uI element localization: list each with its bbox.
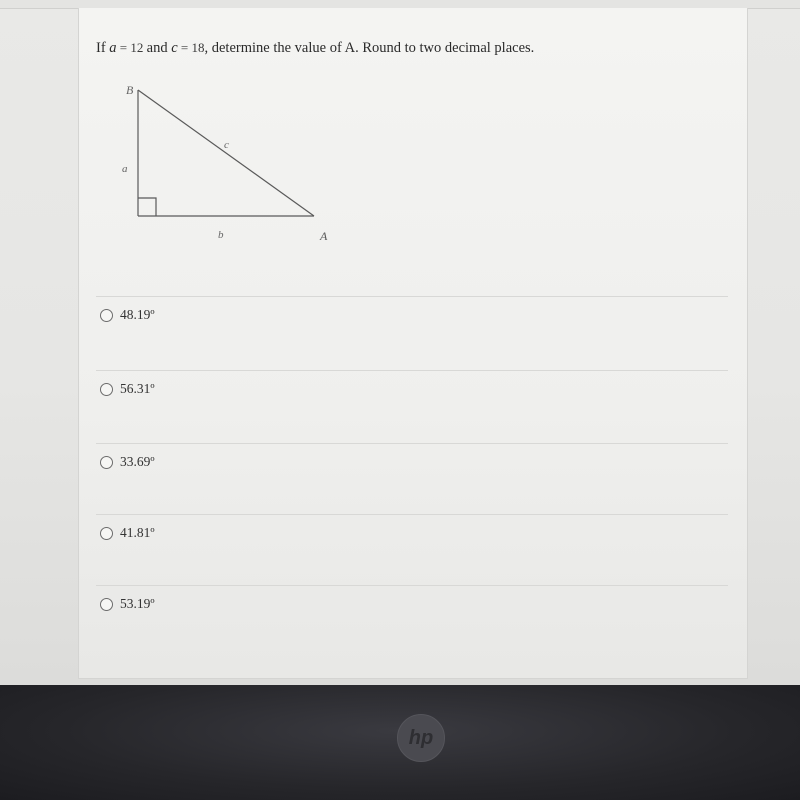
side-a-label: a [122,163,128,175]
choice-label: 56.31º [120,381,155,396]
vertex-a-label: A [320,229,328,243]
triangle-figure [110,78,350,248]
choice-label: 48.19º [120,307,155,322]
question-eq-a: = 12 [116,40,147,55]
question-eq-c: = 18 [177,40,205,55]
side-c-label: c [224,139,229,151]
choice-option[interactable] [100,454,155,470]
right-angle-mark [138,198,156,216]
radio-button[interactable] [100,598,113,611]
question-rest: , determine the value of A. Round to two decimal places. [204,40,535,56]
choice-option[interactable] [100,307,155,323]
question-text [96,40,534,57]
choice-label: 33.69º [120,454,155,469]
radio-button[interactable] [100,527,113,540]
radio-button[interactable] [100,309,113,322]
choice-row [96,370,728,443]
question-prefix: If [96,40,106,56]
hp-logo: hp [397,714,445,762]
choice-row [96,585,728,666]
choice-label: 53.19º [120,596,155,611]
question-var-a: a [109,40,117,56]
question-and: and [146,40,168,56]
choice-option[interactable] [100,596,155,612]
question-var-c: c [171,40,178,56]
side-b-label: b [218,229,224,241]
radio-button[interactable] [100,383,113,396]
choice-label: 41.81º [120,525,155,540]
choice-row [96,514,728,587]
choice-option[interactable] [100,381,155,397]
choice-row [96,443,728,516]
choice-row [96,296,728,369]
choice-option[interactable] [100,525,155,541]
vertex-b-label: B [126,83,134,97]
side-c-line [138,90,314,216]
radio-button[interactable] [100,456,113,469]
